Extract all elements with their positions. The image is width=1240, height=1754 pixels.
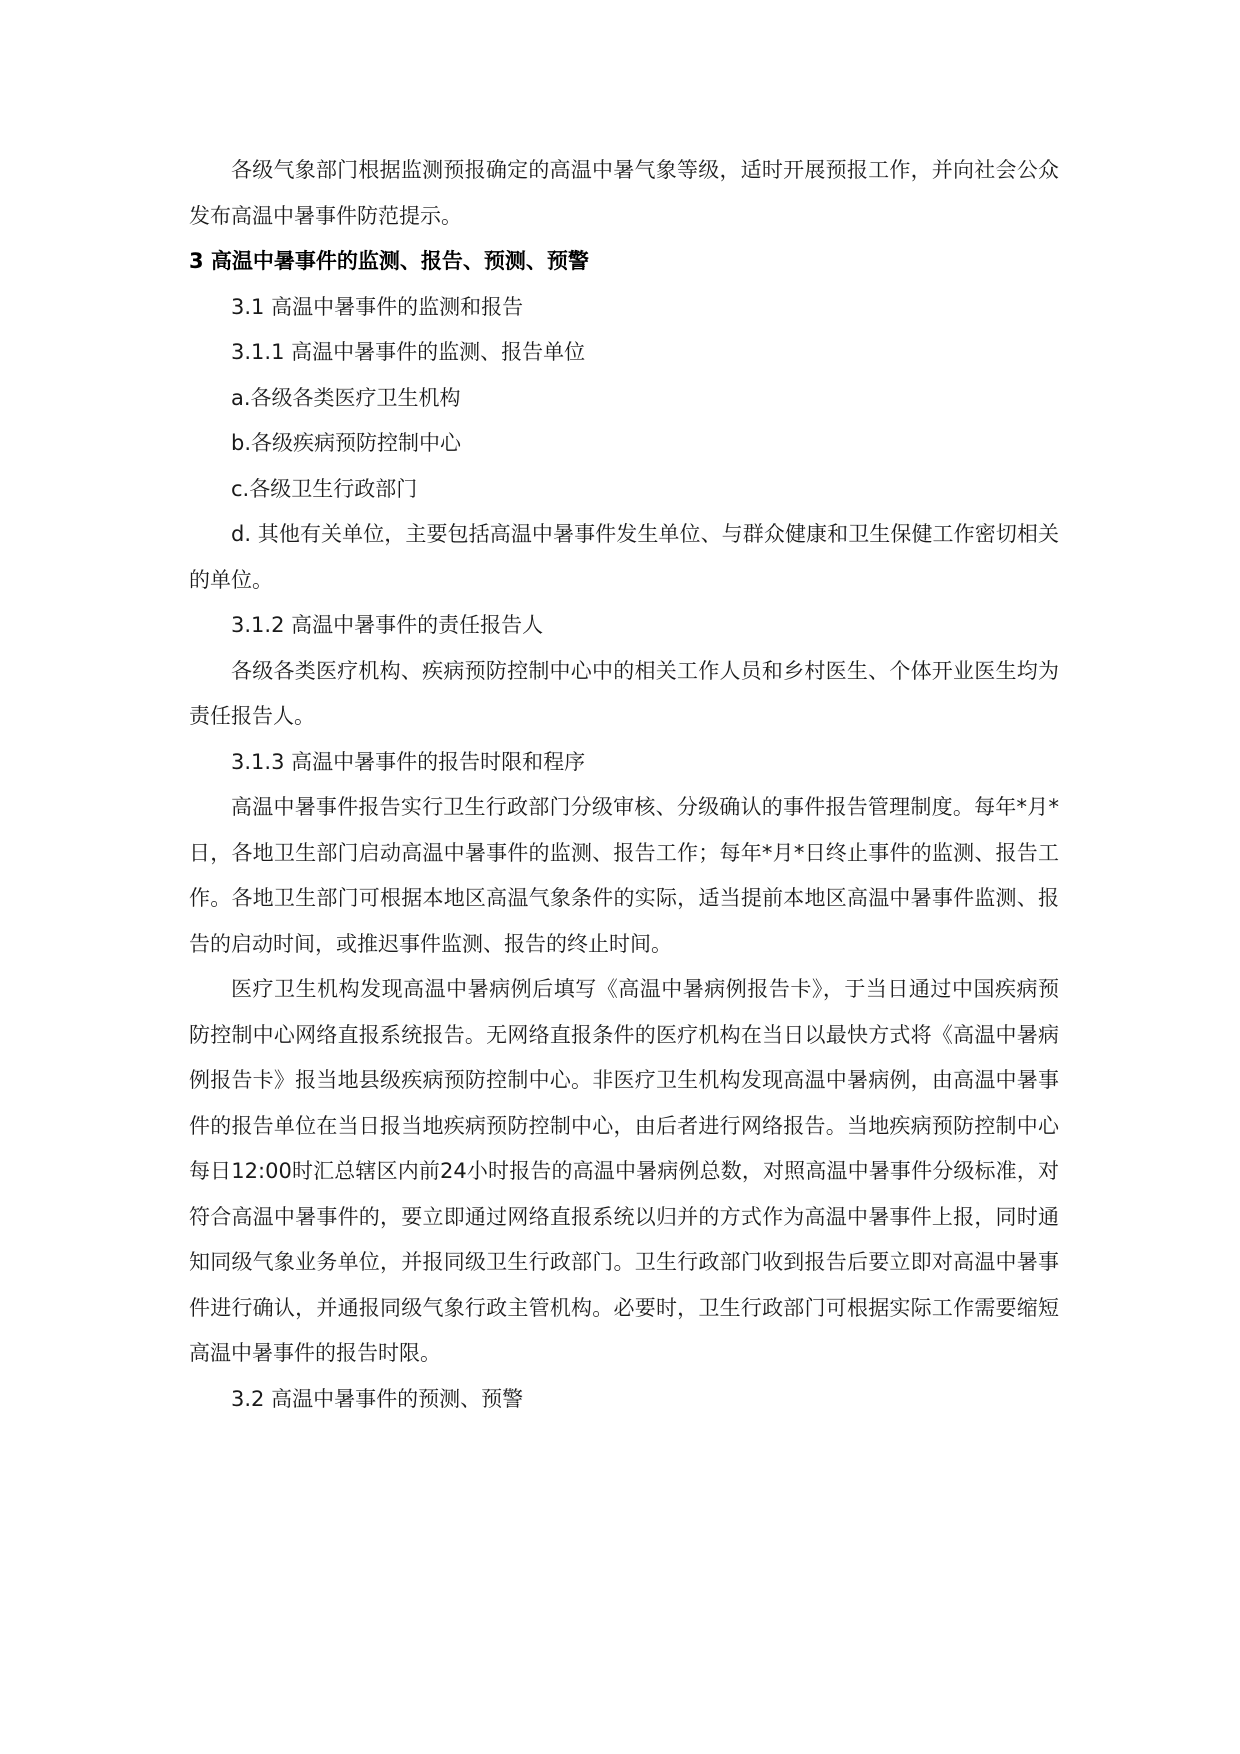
- intro-paragraph: 各级气象部门根据监测预报确定的高温中暑气象等级，适时开展预报工作，并向社会公众发布高温中暑事件防范提示。: [189, 158, 1059, 228]
- list-item-b: b.各级疾病预防控制中心: [231, 431, 462, 455]
- subsection-heading-3-2: 3.2 高温中暑事件的预测、预警: [231, 1386, 524, 1411]
- document-body: [189, 148, 1059, 1422]
- subsection-heading-3-1-2: 3.1.2 高温中暑事件的责任报告人: [231, 613, 544, 637]
- subsection-heading-3-1-1: 3.1.1 高温中暑事件的监测、报告单位: [231, 340, 586, 364]
- subsection-heading-3-1-3: 3.1.3 高温中暑事件的报告时限和程序: [231, 749, 586, 774]
- procedure-paragraph-1: 高温中暑事件报告实行卫生行政部门分级审核、分级确认的事件报告管理制度。每年*月*日，各地卫生部门启动高温中暑事件的监测、报告工作；每年*月*日终止事件的监测、报告工作。各地卫生部门可根据本地区高温气象条件的实际，适当提前本地区高温中暑事件监测、报告的启动时间，或推迟事件监测、报告的终止时间。: [189, 795, 1059, 956]
- list-item-c: c.各级卫生行政部门: [231, 476, 418, 501]
- reporters-paragraph: 各级各类医疗机构、疾病预防控制中心中的相关工作人员和乡村医生、个体开业医生均为责任报告人。: [189, 658, 1059, 728]
- list-item-a: a.各级各类医疗卫生机构: [231, 385, 461, 410]
- procedure-paragraph-2: 医疗卫生机构发现高温中暑病例后填写《高温中暑病例报告卡》，于当日通过中国疾病预防控制中心网络直报系统报告。无网络直报条件的医疗机构在当日以最快方式将《高温中暑病例报告卡》报当地县级疾病预防控制中心。非医疗卫生机构发现高温中暑病例，由高温中暑事件的报告单位在当日报当地疾病预防控制中心，由后者进行网络报告。当地疾病预防控制中心每日12:00时汇总辖区内前24小时报告的高温中暑病例总数，对照高温中暑事件分级标准，对符合高温中暑事件的，要立即通过网络直报系统以归并的方式作为高温中暑事件上报，同时通知同级气象业务单位，并报同级卫生行政部门。卫生行政部门收到报告后要立即对高温中暑事件进行确认，并通报同级气象行政主管机构。必要时，卫生行政部门可根据实际工作需要缩短高温中暑事件的报告时限。: [189, 977, 1059, 1365]
- subsection-heading-3-1: 3.1 高温中暑事件的监测和报告: [231, 294, 524, 319]
- section-heading-3: 3 高温中暑事件的监测、报告、预测、预警: [189, 249, 589, 273]
- list-item-d: d. 其他有关单位，主要包括高温中暑事件发生单位、与群众健康和卫生保健工作密切相关的单位。: [189, 522, 1059, 592]
